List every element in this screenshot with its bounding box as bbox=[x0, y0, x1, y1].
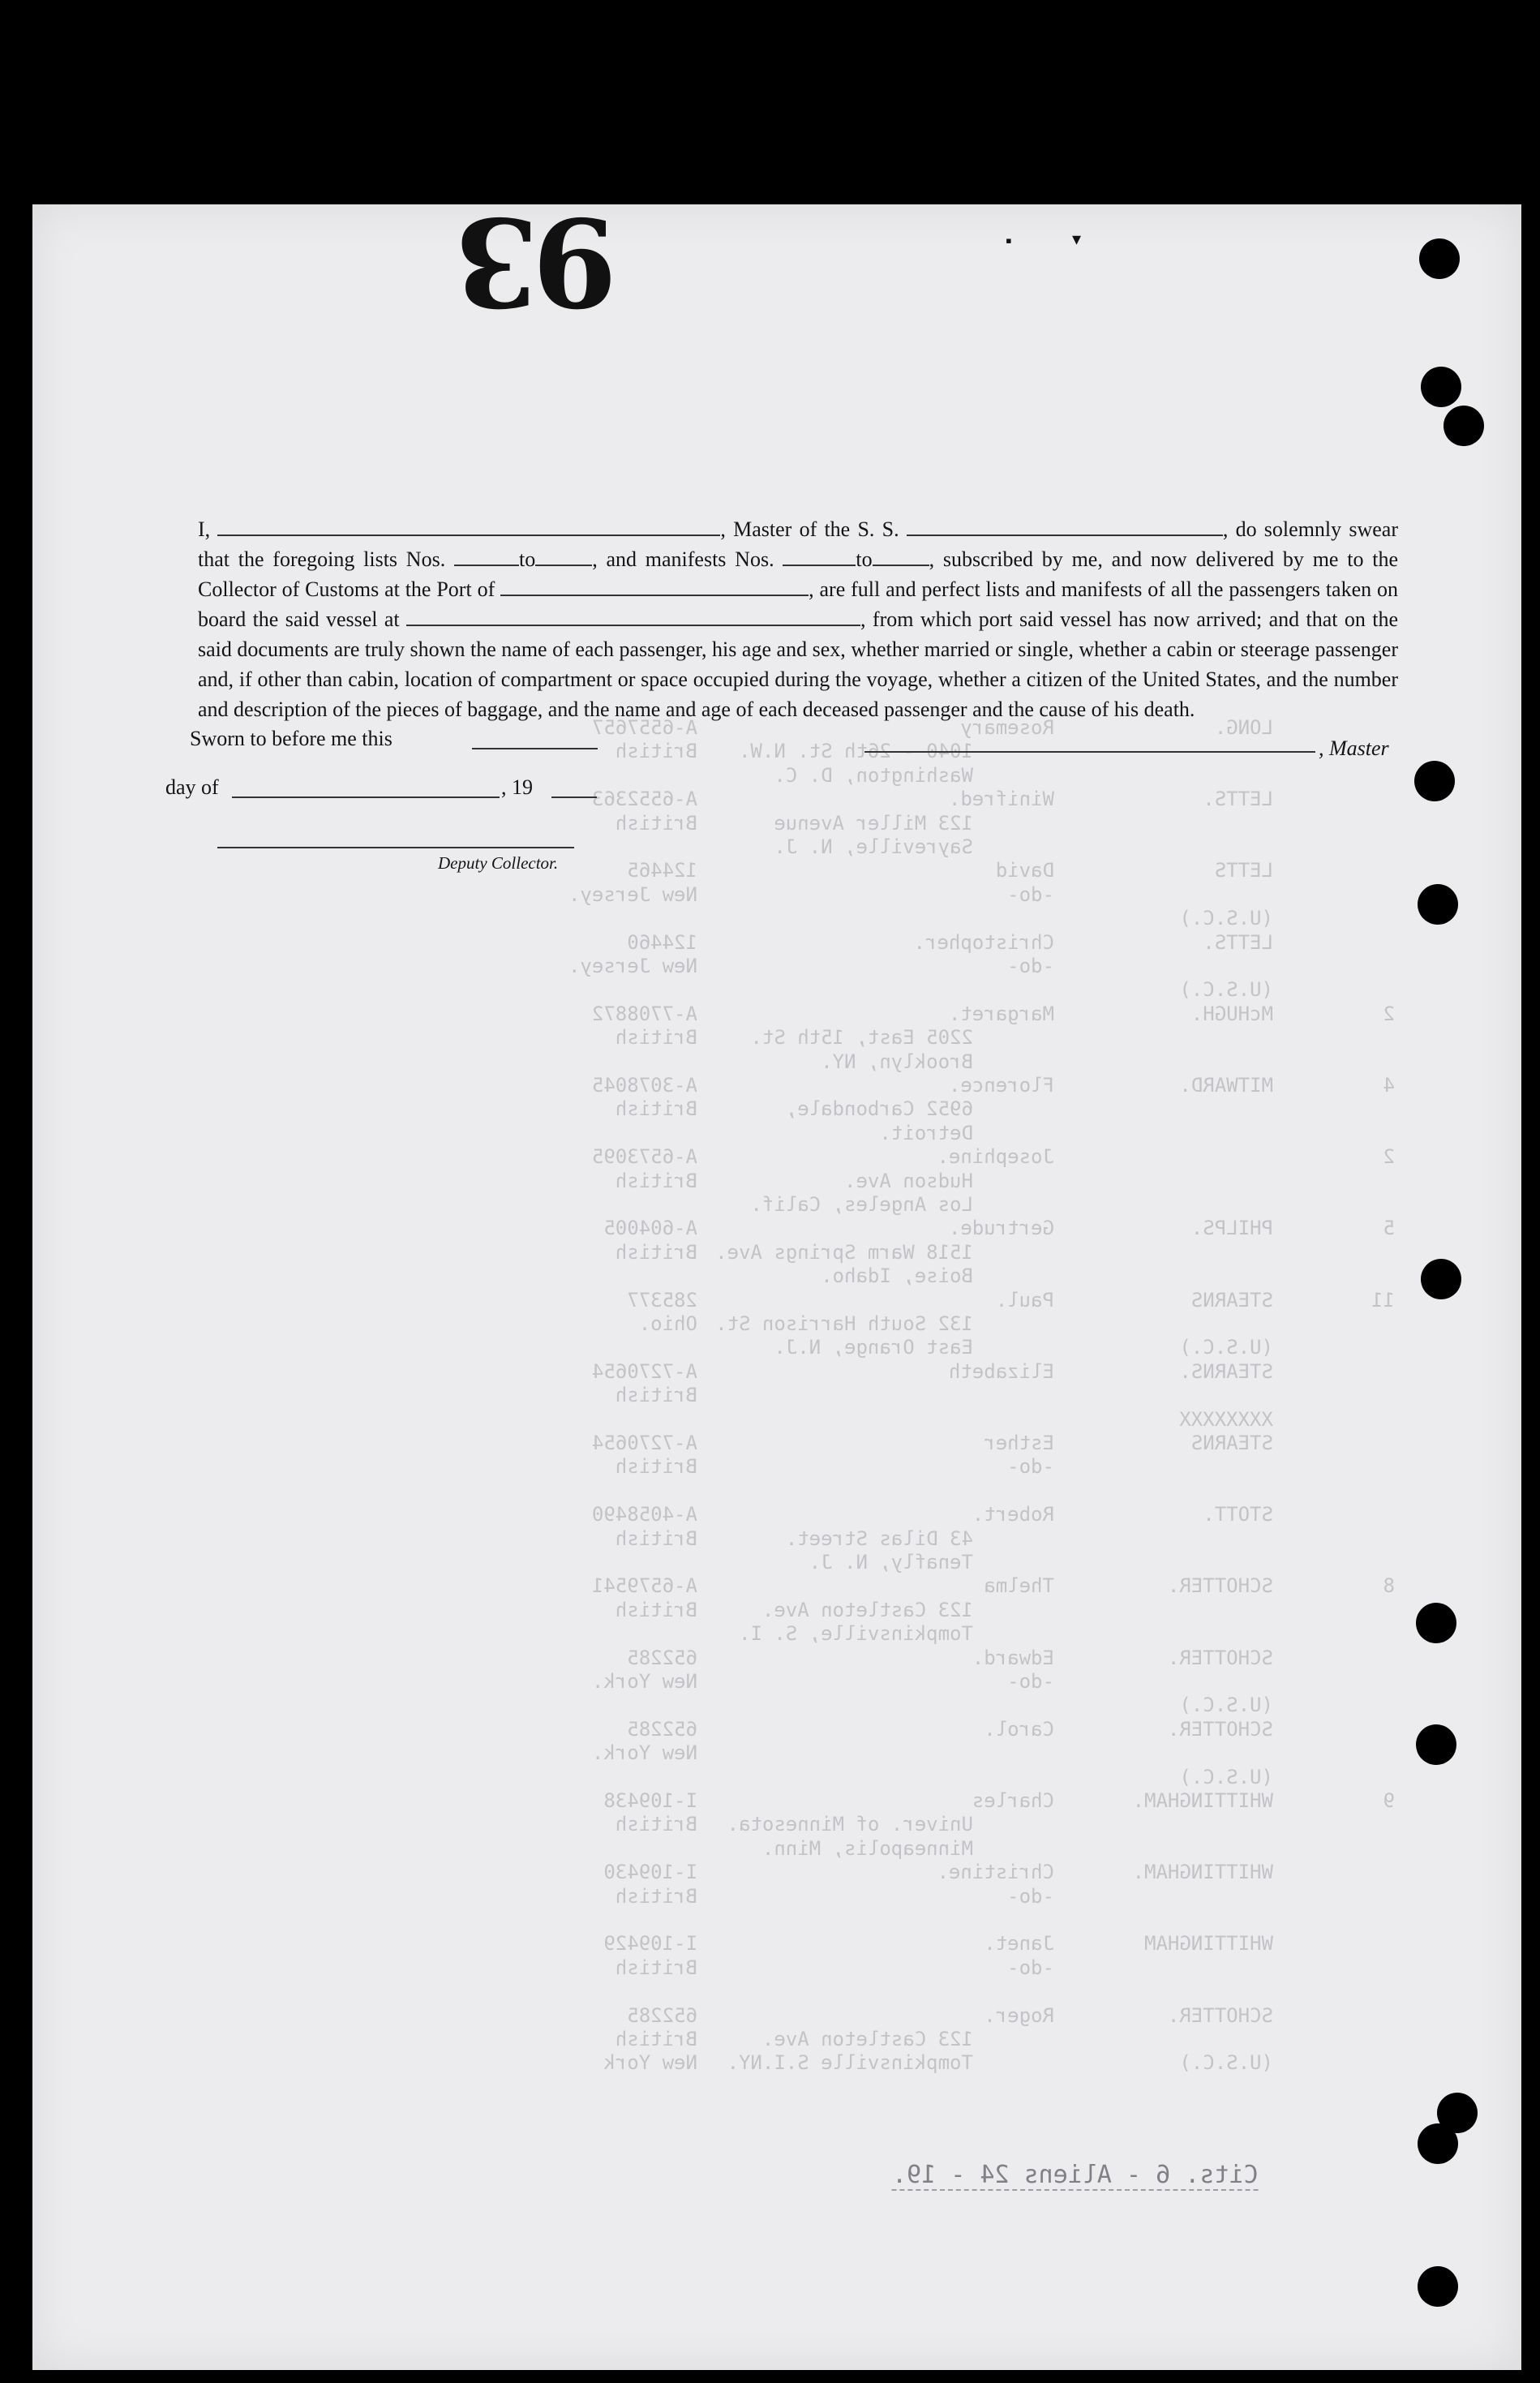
oath-text: to bbox=[518, 547, 536, 571]
bleed-through-name: McHUGH. bbox=[1190, 1002, 1273, 1025]
bleed-through-id: I-109438 bbox=[603, 1789, 697, 1812]
bleed-through-id: British bbox=[615, 1598, 697, 1621]
bleed-through-name: LETTS. bbox=[1203, 788, 1273, 811]
punch-hole bbox=[1418, 2266, 1458, 2307]
oath-text: , from which port said vessel has now arrived; and that on the said documents are truly shown the name of each passenger, his age and sex, whether married or single, whether a cabin or steerage passenger and, if other than cabin, location of compartment or space occupied during the voyage, whether a citizen of the United States, and the number and description of the pieces of baggage, and the name and age of each deceased passenger and the cause of his death. bbox=[198, 608, 1399, 721]
bleed-through-name: STEARNS bbox=[1190, 1432, 1273, 1454]
bleed-through-id: British bbox=[615, 1026, 697, 1050]
bleed-through-id: A-7270654 bbox=[591, 1359, 697, 1383]
bleed-through-id: British bbox=[615, 2028, 697, 2050]
bleed-through-given: Josephine. bbox=[937, 1145, 1054, 1169]
bleed-through-name: SCHOTTER. bbox=[1167, 1574, 1273, 1598]
sworn-line-2 bbox=[165, 775, 219, 800]
bleed-through-name: SCHOTTER. bbox=[1167, 2003, 1273, 2027]
bleed-through-given: Margaret. bbox=[948, 1002, 1054, 1025]
bleed-through-given: -do- bbox=[1007, 1455, 1054, 1479]
bleed-through-id: British bbox=[615, 1956, 697, 1979]
ink-mark: ▪ bbox=[1006, 230, 1012, 251]
bleed-through-id: A-4058490 bbox=[591, 1503, 697, 1526]
bleed-through-id: 652285 bbox=[627, 2003, 697, 2027]
bleed-through-addr: Sayreville, N. J. bbox=[774, 835, 973, 858]
bleed-through-name: (U.S.C.) bbox=[1179, 1765, 1273, 1788]
bleed-through-given: Rosemary bbox=[960, 716, 1054, 739]
bleed-through-given: -do- bbox=[1007, 1670, 1054, 1693]
bleed-through-given: -do- bbox=[1007, 1956, 1054, 1979]
bleed-through-num: 2 bbox=[1383, 1145, 1395, 1169]
bleed-through-id: A-6579541 bbox=[591, 1574, 697, 1598]
day-of-label: day of bbox=[165, 775, 219, 799]
bleed-through-name: WHITTINGHAM. bbox=[1132, 1789, 1273, 1812]
bleed-through-name: (U.S.C.) bbox=[1179, 1336, 1273, 1359]
bleed-through-id: New Jersey. bbox=[568, 955, 697, 977]
oath-paragraph bbox=[198, 514, 1398, 724]
bleed-through-given: Winifred. bbox=[948, 788, 1054, 811]
bleed-through-given: Robert. bbox=[972, 1503, 1054, 1526]
bleed-through-addr: 123 Castleton Ave. bbox=[761, 2028, 973, 2050]
bleed-through-given: Gertrude. bbox=[948, 1217, 1054, 1240]
bleed-through-id: New York. bbox=[591, 1741, 697, 1765]
bleed-through-id: 124460 bbox=[627, 930, 697, 954]
sworn-line-1 bbox=[190, 727, 393, 751]
bleed-through-id: A-7708872 bbox=[591, 1002, 697, 1025]
bleed-through-id: A-604005 bbox=[603, 1217, 697, 1240]
bleed-through-id: British bbox=[615, 811, 697, 835]
oath-text: , and manifests Nos. bbox=[592, 547, 774, 571]
bleed-through-addr: Hudson Ave. bbox=[844, 1169, 973, 1192]
bleed-through-given: Florence. bbox=[948, 1074, 1054, 1097]
bleed-through-id: British bbox=[615, 1097, 697, 1121]
sworn-label: Sworn to before me this bbox=[190, 727, 393, 750]
bleed-through-id: 285377 bbox=[627, 1288, 697, 1312]
bleed-through-name: (U.S.C.) bbox=[1179, 1694, 1273, 1717]
bleed-through-addr: 2205 East, 15th St. bbox=[750, 1026, 973, 1050]
bleed-through-id: British bbox=[615, 1384, 697, 1407]
bleed-through-name: LETTS bbox=[1214, 859, 1273, 882]
master-name-blank bbox=[217, 520, 720, 536]
year-blank bbox=[551, 796, 597, 798]
bleed-through-id: British bbox=[615, 1884, 697, 1908]
bleed-through-given: -do- bbox=[1007, 882, 1054, 906]
bleed-through-num: 8 bbox=[1383, 1574, 1395, 1598]
manifest-to-blank bbox=[873, 550, 929, 566]
bleed-through-id: 652285 bbox=[627, 1717, 697, 1741]
bleed-through-num: 2 bbox=[1383, 1002, 1395, 1025]
page-number-stamp: 93 bbox=[461, 190, 617, 333]
bleed-through-addr: Tenafly, N. J. bbox=[809, 1551, 973, 1574]
punch-hole bbox=[1418, 2123, 1458, 2164]
bleed-through-num: 5 bbox=[1383, 1217, 1395, 1240]
manifest-page bbox=[32, 190, 1521, 2370]
bleed-through-given: David bbox=[995, 859, 1054, 882]
oath-text: to bbox=[856, 547, 873, 571]
oath-text: I, bbox=[198, 517, 211, 541]
bleed-through-given: -do- bbox=[1007, 955, 1054, 977]
sworn-date-blank bbox=[472, 748, 598, 749]
bleed-through-name: (U.S.C.) bbox=[1179, 2051, 1273, 2075]
bleed-through-id: A-6557657 bbox=[591, 716, 697, 739]
bleed-through-num: 9 bbox=[1383, 1789, 1395, 1812]
bleed-through-num: 11 bbox=[1371, 1288, 1395, 1312]
punch-hole bbox=[1418, 884, 1458, 925]
bleed-through-name: STEARNS bbox=[1190, 1288, 1273, 1312]
bleed-through-addr: 123 Castleton Ave. bbox=[761, 1598, 973, 1621]
bleed-through-id: A-7270654 bbox=[591, 1432, 697, 1454]
punch-hole bbox=[1443, 406, 1484, 446]
bleed-through-addr: 6952 Carbondale, bbox=[785, 1097, 973, 1121]
bleed-through-name: XXXXXXXX bbox=[1179, 1407, 1273, 1431]
bleed-through-addr: Tompkinsville S.I.NY. bbox=[727, 2051, 973, 2075]
bleed-through-id: New Jersey. bbox=[568, 882, 697, 906]
bleed-through-id: I-109430 bbox=[603, 1861, 697, 1884]
bleed-through-id: A-6573095 bbox=[591, 1145, 697, 1169]
bleed-through-addr: 43 Dilas Street. bbox=[785, 1526, 973, 1550]
bleed-through-name: SCHOTTER. bbox=[1167, 1717, 1273, 1741]
punch-hole bbox=[1416, 1603, 1456, 1643]
bleed-through-addr: East Orange, N.J. bbox=[774, 1336, 973, 1359]
departure-port-blank bbox=[406, 610, 860, 626]
punch-hole bbox=[1421, 1259, 1461, 1299]
bleed-through-id: British bbox=[615, 1455, 697, 1479]
oath-text: , subscribed by me, and now delivered by me to the Collector of Customs at the Port of bbox=[198, 547, 1398, 601]
bleed-through-addr: Brooklyn, NY. bbox=[821, 1050, 973, 1073]
year-prefix: , 19 bbox=[501, 775, 533, 799]
bleed-through-addr: 1040 - 26th St. N.W. bbox=[739, 740, 973, 763]
master-label: , Master bbox=[1319, 736, 1389, 760]
bleed-through-given: Charles bbox=[972, 1789, 1054, 1812]
bleed-through-addr: 1518 Warm Springs Ave. bbox=[715, 1240, 973, 1264]
master-signature-blank bbox=[864, 751, 1315, 753]
bleed-through-given: Edward. bbox=[972, 1646, 1054, 1669]
manifest-from-blank bbox=[783, 550, 856, 566]
punch-hole bbox=[1416, 1724, 1456, 1765]
bleed-through-name: (U.S.C.) bbox=[1179, 907, 1273, 930]
bleed-through-addr: Los Angeles, Calif. bbox=[750, 1193, 973, 1216]
bleed-through-name: LETTS. bbox=[1203, 930, 1273, 954]
bleed-through-footer: Cits. 6 - Aliens 24 - 19. bbox=[892, 2161, 1259, 2189]
bleed-through-id: Ohio. bbox=[638, 1312, 697, 1335]
bleed-through-given: Christine. bbox=[937, 1861, 1054, 1884]
bleed-through-given: Roger. bbox=[984, 2003, 1054, 2027]
bleed-through-addr: 132 South Harrison St. bbox=[715, 1312, 973, 1335]
bleed-through-given: Paul. bbox=[995, 1288, 1054, 1312]
deputy-signature-blank bbox=[217, 847, 574, 848]
bleed-through-given: Thelma bbox=[984, 1574, 1054, 1598]
bleed-through-addr: Washington, D. C. bbox=[774, 763, 973, 787]
bleed-through-id: 652285 bbox=[627, 1646, 697, 1669]
bleed-through-id: A-6552363 bbox=[591, 788, 697, 811]
oath-text: , Master of the S. S. bbox=[720, 517, 899, 541]
list-from-blank bbox=[454, 550, 519, 566]
bleed-through-id: British bbox=[615, 1813, 697, 1836]
bleed-through-given: -do- bbox=[1007, 1884, 1054, 1908]
bleed-through-id: British bbox=[615, 1240, 697, 1264]
bleed-through-name: SCHOTTER. bbox=[1167, 1646, 1273, 1669]
bleed-through-name: WHITTINGHAM. bbox=[1132, 1861, 1273, 1884]
bleed-through-id: British bbox=[615, 740, 697, 763]
bleed-through-id: I-109429 bbox=[603, 1932, 697, 1956]
bleed-through-addr: Minneapolis, Minn. bbox=[761, 1836, 973, 1860]
punch-hole bbox=[1419, 238, 1460, 279]
punch-hole bbox=[1421, 367, 1461, 407]
bleed-through-given: Elizabeth bbox=[948, 1359, 1054, 1383]
bleed-through-num: 4 bbox=[1383, 1074, 1395, 1097]
port-blank bbox=[500, 580, 809, 596]
bleed-through-given: Carol. bbox=[984, 1717, 1054, 1741]
deputy-collector-label: Deputy Collector. bbox=[438, 853, 559, 873]
bleed-through-given: Esther bbox=[984, 1432, 1054, 1454]
bleed-through-id: New York. bbox=[591, 1670, 697, 1693]
bleed-through-name: STOTT. bbox=[1203, 1503, 1273, 1526]
bleed-through-given: Janet. bbox=[984, 1932, 1054, 1956]
bleed-through-name: PHILPS. bbox=[1190, 1217, 1273, 1240]
bleed-through-name: LONG. bbox=[1214, 716, 1273, 739]
year-label bbox=[501, 775, 533, 800]
day-of-blank bbox=[232, 796, 500, 798]
bleed-through-addr: Univer. of Minnesota. bbox=[727, 1813, 973, 1836]
list-to-blank bbox=[535, 550, 592, 566]
bleed-through-name: STEARNS. bbox=[1179, 1359, 1273, 1383]
bleed-through-name: (U.S.C.) bbox=[1179, 978, 1273, 1002]
bleed-through-id: British bbox=[615, 1169, 697, 1192]
bleed-through-addr: 123 Miller Avenue bbox=[774, 811, 973, 835]
bleed-through-id: 124465 bbox=[627, 859, 697, 882]
bleed-through-name: WHITTINGHAM bbox=[1144, 1932, 1273, 1956]
oath-text: , do solemnly swear that the foregoing lists Nos. bbox=[198, 517, 1398, 571]
bleed-through-name: MITWARD. bbox=[1179, 1074, 1273, 1097]
bleed-through-addr: Tompkinsville, S. I. bbox=[739, 1622, 973, 1646]
vessel-name-blank bbox=[907, 520, 1223, 536]
ink-mark: ▾ bbox=[1072, 229, 1082, 249]
bleed-through-addr: Boise, Idaho. bbox=[821, 1264, 973, 1288]
bleed-through-addr: Detroit. bbox=[879, 1121, 973, 1144]
bleed-through-given: Christopher. bbox=[913, 930, 1054, 954]
bleed-through-id: A-3078045 bbox=[591, 1074, 697, 1097]
oath-text: , are full and perfect lists and manifests of all the passengers taken on board the said vessel at bbox=[198, 578, 1399, 631]
bleed-through-id: New York bbox=[603, 2051, 697, 2075]
punch-hole bbox=[1414, 761, 1455, 801]
bleed-through-id: British bbox=[615, 1526, 697, 1550]
